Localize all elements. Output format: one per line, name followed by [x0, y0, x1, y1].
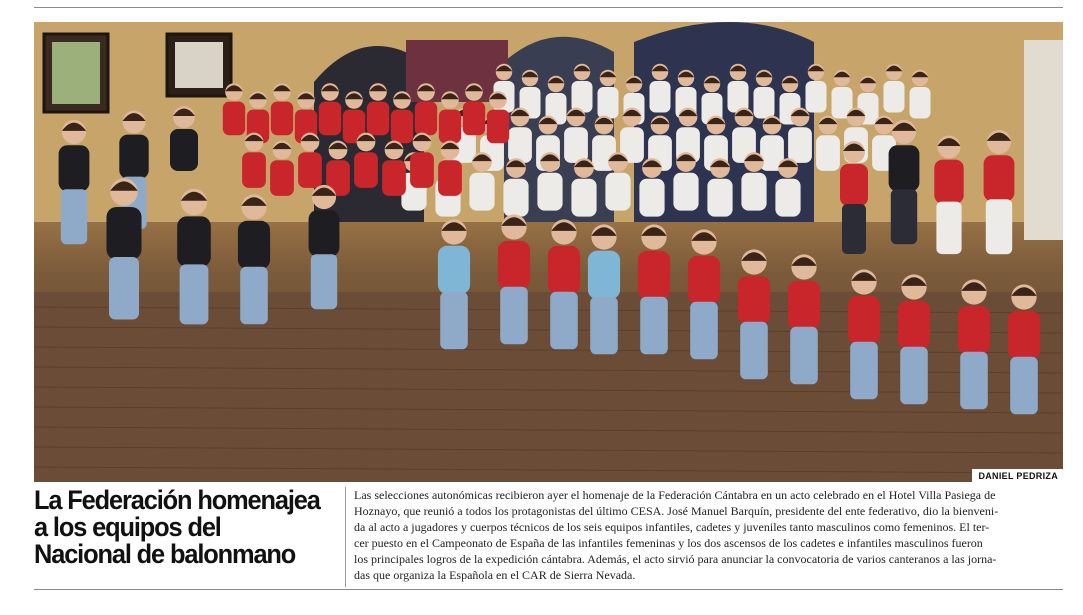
person — [806, 64, 827, 113]
body-line: cer puesto en el Campeonato de España de las infantiles femeninas y los dos ascensos de los cadetes e infantiles masculinos fueron — [354, 536, 983, 550]
person — [588, 224, 620, 354]
person — [788, 108, 812, 163]
article-headline — [34, 487, 321, 568]
person — [564, 108, 588, 163]
person — [738, 249, 770, 379]
person — [673, 152, 698, 211]
headline-line: a los equipos del — [34, 512, 221, 542]
person — [410, 133, 434, 188]
headline-line: La Federación homenajea — [34, 485, 320, 515]
person — [271, 83, 293, 135]
person — [319, 83, 341, 135]
column-divider — [345, 487, 346, 587]
person — [463, 83, 485, 135]
headline-line: Nacional de balonmano — [34, 539, 296, 569]
person — [754, 70, 775, 119]
person — [707, 158, 732, 217]
painting-canvas-left — [52, 42, 100, 104]
person — [910, 70, 931, 119]
photo-illustration — [34, 22, 1063, 482]
person — [605, 152, 630, 211]
person — [223, 83, 245, 135]
person — [775, 158, 800, 217]
person — [650, 64, 671, 113]
person — [498, 214, 530, 344]
person — [816, 116, 840, 171]
body-line: Las selecciones autonómicas recibieron ayer el homenaje de la Federación Cántabra en un acto celebrado en el Hotel Villa Pasiega de — [354, 488, 996, 502]
body-line: das que organiza la Española en el CAR de Sierra Nevada. — [354, 568, 636, 582]
person — [298, 133, 322, 188]
person — [571, 158, 596, 217]
person — [170, 106, 198, 171]
person — [469, 152, 494, 211]
person — [438, 219, 470, 349]
painting-canvas-right — [175, 42, 223, 88]
person — [884, 64, 905, 113]
article-body — [354, 487, 1066, 583]
body-line: da al acto a jugadores y cuerpos técnicos de los seis equipos infantiles, cadetes y juveniles tanto masculinos como femeninos. El ter- — [354, 520, 990, 534]
team-group-photo — [34, 22, 1063, 482]
person — [741, 152, 766, 211]
person — [439, 91, 461, 143]
person — [688, 229, 720, 359]
person — [548, 219, 580, 349]
top-rule — [34, 7, 1063, 8]
person — [391, 91, 413, 143]
person — [508, 108, 532, 163]
person — [415, 83, 437, 135]
bottom-rule — [34, 589, 1063, 590]
person — [367, 83, 389, 135]
person — [438, 141, 462, 196]
person — [487, 91, 509, 143]
decorative-panel — [1024, 40, 1063, 240]
person — [638, 224, 670, 354]
person — [572, 64, 593, 113]
person — [598, 70, 619, 119]
person — [382, 141, 406, 196]
person — [788, 254, 820, 384]
person — [270, 141, 294, 196]
body-line: los principales logros de la expedición cántabra. Además, el acto sirvió para anunciar la convocatoria de varios canteranos a las jorna- — [354, 552, 997, 566]
person — [728, 64, 749, 113]
person — [242, 133, 266, 188]
body-line: Hoznayo, que reunió a todos los protagonistas del último CESA. José Manuel Barquín, presidente del ente federativo, dio la bienveni- — [354, 504, 999, 518]
person — [537, 152, 562, 211]
person — [639, 158, 664, 217]
photo-credit: DANIEL PEDRIZA — [972, 469, 1063, 482]
person — [848, 269, 880, 399]
person — [354, 133, 378, 188]
person — [503, 158, 528, 217]
